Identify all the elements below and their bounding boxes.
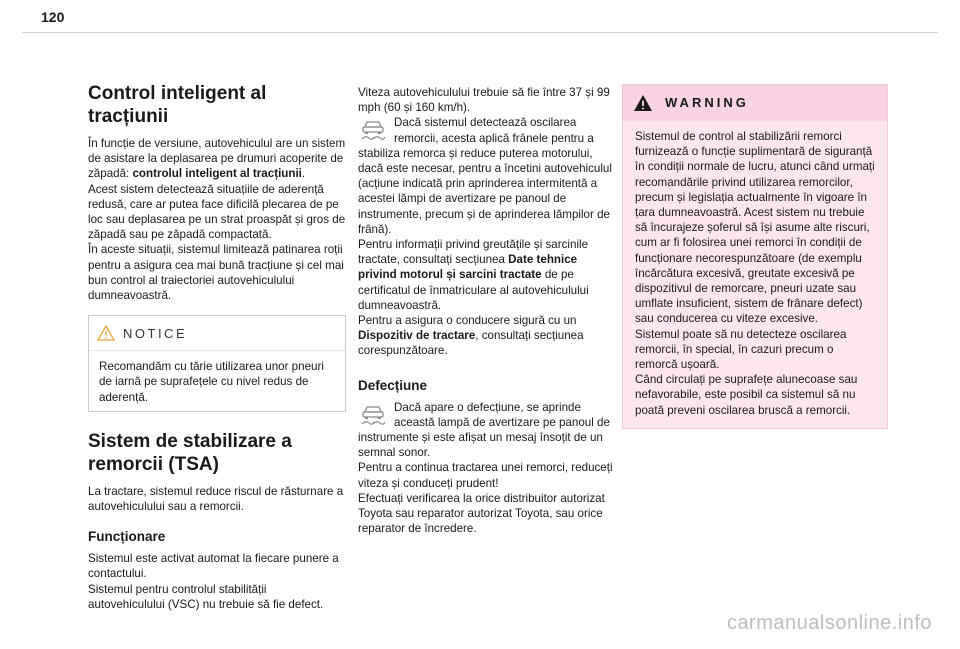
notice-title: NOTICE bbox=[123, 325, 188, 341]
page-number: 120 bbox=[41, 9, 65, 25]
warning-body bbox=[623, 121, 887, 428]
paragraph-intro bbox=[88, 136, 346, 182]
paragraph-malfunction-text: Dacă apare o defecțiune, se aprinde această lampă de avertizare pe panoul de instrumente și este afișat un mesaj însoțit de un semnal sonor. bbox=[358, 400, 610, 460]
paragraph-oscillation-text: Dacă sistemul detectează oscilarea remorcii, acesta aplică frânele pentru a stabiliza remorca și reduce puterea motorului, dacă este necesar, pentru a încetini autovehiculul (acțiune indicată prin aprinderea intermitentă a acestei lămpi de avertizare pe panoul de instrumente, precum și de aprinderea lămpilor de frână). bbox=[358, 116, 612, 236]
notice-body: Recomandăm cu tărie utilizarea unor pneuri de iarnă pe suprafețele cu nivel redus de aderență. bbox=[99, 360, 324, 404]
bold-term: Dispozitiv de tractare bbox=[358, 329, 476, 343]
skid-warning-lamp-icon bbox=[358, 117, 388, 141]
paragraph-weights bbox=[358, 237, 616, 313]
paragraph-vsc: Sistemul pentru controlul stabilității autovehiculului (VSC) nu trebuie să fie defect. bbox=[88, 582, 324, 611]
warning-title: WARNING bbox=[665, 95, 749, 111]
section-title-traction: Control inteligent al tracțiunii bbox=[88, 83, 267, 127]
warning-header bbox=[623, 85, 887, 121]
paragraph-limit: În aceste situații, sistemul limitează patinarea roții pentru a asigura cea mai bună tracțiune și cel mai bun control al traiectoriei autovehiculului dumneavoastră. bbox=[88, 243, 344, 303]
warning-paragraph-1: Sistemul de control al stabilizării remorci furnizează o funcție suplimentară de siguranță în condiții normale de lucru, atunci când urmați recomandările privind utilizarea remorcilor, precum și legislația actualmente în vigoare în țara dumneavoastră. Acest sistem nu trebuie să încurajeze șoferul să își asume alte riscuri, cum ar fi folosirea unei remorci în condiții de funcționare necorespunzătoare (de exemplu încărcătura excesivă, greutate excesivă pe dispozitivul de remorcare, pneuri uzate sau umflate insuficient, sistem de frânare defect) sau conducerea cu viteze excesive. bbox=[635, 130, 875, 326]
column-right bbox=[622, 84, 888, 429]
notice-header bbox=[89, 316, 345, 351]
column-left bbox=[88, 82, 346, 612]
notice-box bbox=[88, 315, 346, 412]
text-run: . bbox=[301, 167, 306, 181]
text-run: În funcție de versiune, autovehiculul are un sistem de asistare la deplasarea pe drumuri acoperite de zăpadă: bbox=[88, 137, 346, 181]
header-divider bbox=[22, 32, 938, 33]
warning-paragraph-2: Sistemul poate să nu detecteze oscilarea remorcii, în special, în cazuri precum o remorcă ușoară. bbox=[635, 327, 847, 372]
paragraph-detection: Acest sistem detectează situațiile de aderență redusă, care ar putea face dificilă plecarea de pe loc sau deplasarea pe un strat proaspăt și gros de zăpadă sau pe zăpadă compactată. bbox=[88, 182, 346, 242]
column-middle bbox=[358, 85, 616, 536]
bold-term: controlul inteligent al tracțiunii bbox=[132, 167, 302, 181]
text-run: Pentru informații privind greutățile și sarcinile tractate, consultați secțiunea bbox=[358, 238, 589, 267]
paragraph-check: Efectuați verificarea la orice distribuitor autorizat Toyota sau reparator autorizat Toyota, sau orice reparator de încredere. bbox=[358, 491, 605, 536]
subheading-malfunction: Defecțiune bbox=[358, 377, 428, 393]
paragraph-continue: Pentru a continua tractarea unei remorci, reduceți viteza și conduceți prudent! bbox=[358, 461, 613, 490]
bold-term: Date tehnice privind motorul și sarcini tractate bbox=[358, 253, 578, 282]
warning-triangle-icon bbox=[633, 94, 653, 112]
paragraph-speed: Viteza autovehiculului trebuie să fie între 37 și 99 mph (60 și 160 km/h). bbox=[358, 86, 610, 115]
notice-triangle-icon bbox=[97, 325, 115, 341]
paragraph-activation: Sistemul este activat automat la fiecare punere a contactului. bbox=[88, 552, 339, 581]
text-run: Pentru a asigura o conducere sigură cu un bbox=[358, 314, 577, 328]
text-run: , consultați secțiunea corespunzătoare. bbox=[358, 329, 584, 358]
warning-paragraph-3: Când circulați pe suprafețe alunecoase sau nefavorabile, este posibil ca sistemul să nu poată preveni oscilarea bruscă a remorcii. bbox=[635, 373, 858, 417]
warning-box bbox=[622, 84, 888, 429]
paragraph-tsa-intro: La tractare, sistemul reduce riscul de răsturnare a autovehiculului sau a remorcii. bbox=[88, 484, 344, 514]
subheading-operation: Funcționare bbox=[88, 529, 166, 545]
watermark: carmanualsonline.info bbox=[726, 612, 932, 634]
paragraph-malfunction bbox=[358, 400, 616, 461]
section-title-tsa: Sistem de stabilizare a remorcii (TSA) bbox=[88, 430, 292, 475]
text-run: de pe certificatul de înmatriculare al autovehiculului dumneavoastră. bbox=[358, 268, 589, 312]
paragraph-oscillation bbox=[358, 115, 616, 237]
paragraph-towing-device bbox=[358, 313, 616, 359]
skid-warning-lamp-icon bbox=[358, 402, 388, 426]
